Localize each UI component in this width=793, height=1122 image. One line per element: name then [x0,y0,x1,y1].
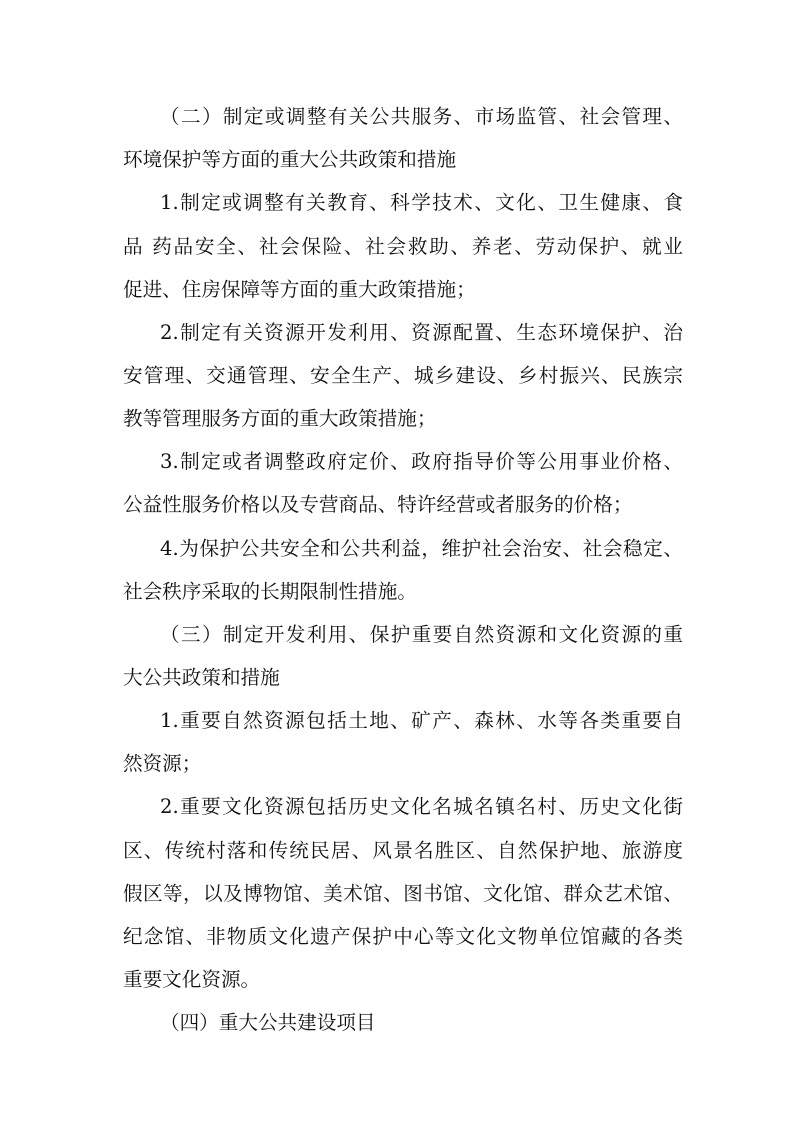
paragraph-line: 重要文化资源。 [123,968,261,991]
paragraph-line: 然资源； [123,752,202,775]
paragraph-line: 3.制定或者调整政府定价、政府指导价等公用事业价格、 [160,450,683,473]
paragraph-line: 教等管理服务方面的重大政策措施； [123,407,437,430]
paragraph-line: 促进、住房保障等方面的重大政策措施； [123,278,476,301]
paragraph-line: 公益性服务价格以及专营商品、特许经营或者服务的价格； [123,493,633,516]
paragraph-line: 2.重要文化资源包括历史文化名城名镇名村、历史文化街 [160,795,683,818]
section-heading-4: （四）重大公共建设项目 [160,1011,376,1034]
section-heading-2: （二）制定或调整有关公共服务、市场监管、社会管理、 [160,105,683,128]
section-heading-3-cont: 大公共政策和措施 [123,666,280,689]
paragraph-line: 安管理、交通管理、安全生产、城乡建设、乡村振兴、民族宗 [123,364,683,387]
paragraph-line: 2.制定有关资源开发利用、资源配置、生态环境保护、治 [160,321,683,344]
paragraph-line: 社会秩序采取的长期限制性措施。 [123,580,417,603]
paragraph-line: 1.重要自然资源包括土地、矿产、森林、水等各类重要自 [160,709,683,732]
section-heading-2-cont: 环境保护等方面的重大公共政策和措施 [123,148,457,171]
paragraph-line: 纪念馆、非物质文化遗产保护中心等文化文物单位馆藏的各类 [123,925,683,948]
paragraph-line: 假区等，以及博物馆、美术馆、图书馆、文化馆、群众艺术馆、 [123,882,683,905]
paragraph-line: 区、传统村落和传统民居、风景名胜区、自然保护地、旅游度 [123,839,683,862]
paragraph-line: 4.为保护公共安全和公共利益，维护社会治安、社会稳定、 [160,537,683,560]
paragraph-line: 1.制定或调整有关教育、科学技术、文化、卫生健康、食 [160,191,683,214]
section-heading-3: （三）制定开发利用、保护重要自然资源和文化资源的重 [160,623,683,646]
paragraph-line: 品 药品安全、社会保险、社会救助、养老、劳动保护、就业 [123,235,683,258]
